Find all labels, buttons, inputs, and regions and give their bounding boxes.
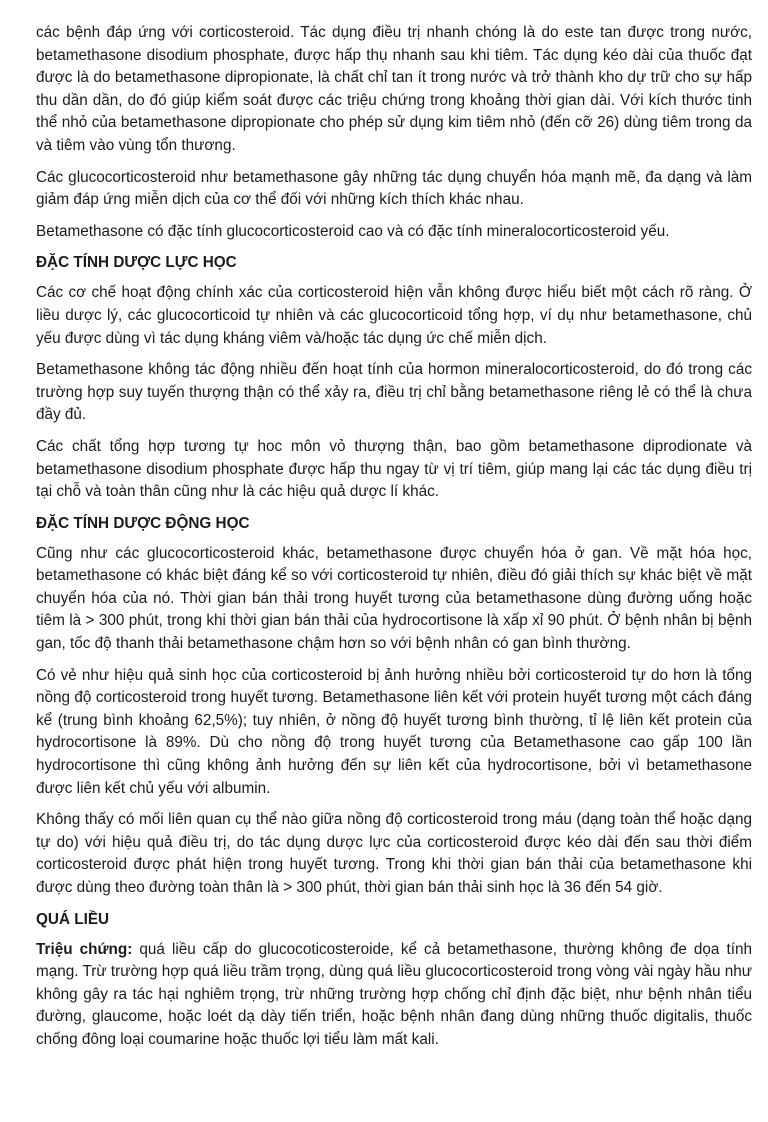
heading-pharmacodynamics: ĐẶC TÍNH DƯỢC LỰC HỌC (36, 254, 237, 272)
document-page (36, 22, 752, 1061)
paragraph-pharmacodynamics-2: Betamethasone không tác động nhiều đến hoạt tính của hormon mineralocorticosteroid, do đó trong các trường hợp suy tuyến thượng thận có thể xảy ra, điều trị chỉ bằng betamethasone riêng lẻ có thể là chưa đầy đủ. (36, 361, 752, 424)
paragraph-intro-1: các bệnh đáp ứng với corticosteroid. Tác dụng điều trị nhanh chóng là do este tan được trong nước, betamethasone disodium phosphate, được hấp thụ nhanh sau khi tiêm. Tác dụng kéo dài của thuốc đạt được là do betamethasone dipropionate, là chất chỉ tan ít trong nước và trở thành kho dự trữ cho sự hấp thu dần dần, do đó giúp kiểm soát được các triệu chứng trong khoảng thời gian dài. Với kích thước tinh thể nhỏ của betamethasone dipropionate cho phép sử dụng kim tiêm nhỏ (đến cỡ 26) dùng tiêm trong da và tiêm vào vùng tổn thương. (36, 24, 752, 154)
heading-pharmacokinetics: ĐẶC TÍNH DƯỢC ĐỘNG HỌC (36, 514, 250, 532)
heading-overdose: QUÁ LIỀU (36, 910, 110, 928)
paragraph-pharmacodynamics-1: Các cơ chế hoạt động chính xác của corticosteroid hiện vẫn không được hiểu biết một cách rõ ràng. Ở liều dược lý, các glucocorticoid tự nhiên và các glucocorticoid tổng hợp, ví dụ như betamethasone, chủ yếu được dùng vì tác dụng kháng viêm và/hoặc tác dụng ức chế miễn dịch. (36, 284, 752, 347)
paragraph-pharmacokinetics-1: Cũng như các glucocorticosteroid khác, betamethasone được chuyển hóa ở gan. Về mặt hóa học, betamethasone có khác biệt đáng kể so với corticosteroid tự nhiên, điều đó giải thích sự khác biệt về mặt chuyển hóa của nó. Thời gian bán thải trong huyết tương của betamethasone dùng đường uống hoặc tiêm là > 300 phút, trong khi thời gian bán thải của hydrocortisone là xấp xỉ 90 phút. Ở bệnh nhân bị bệnh gan, tốc độ thanh thải betamethasone chậm hơn so với bệnh nhân có gan bình thường. (36, 544, 752, 653)
paragraph-pharmacodynamics-3: Các chất tổng hợp tương tự hoc môn vỏ thượng thận, bao gồm betamethasone diprodionate và betamethasone disodium phosphate được hấp thu ngay từ vị trí tiêm, giúp mang lại các tác dụng điều trị tại chỗ và toàn thân cũng như là các hiệu quả dược lí khác. (36, 437, 752, 501)
symptoms-text: quá liều cấp do glucocoticosteroide, kể cả betamethasone, thường không đe dọa tính mạng. Trừ trường hợp quá liều trầm trọng, dùng quá liều glucocorticosteroid trong vòng vài ngày hầu như không gây ra tác hại nghiêm trọng, trừ những trường hợp chống chỉ định đặc biệt, như bệnh nhân tiểu đường, glaucome, hoặc loét dạ dày tiến triển, hoặc bệnh nhân đang dùng những thuốc digitalis, thuốc chống đông loại coumarine hoặc thuốc lợi tiểu làm mất kali. (36, 940, 752, 1048)
paragraph-pharmacokinetics-3: Không thấy có mối liên quan cụ thể nào giữa nồng độ corticosteroid trong máu (dạng toàn thể hoặc dạng tự do) với hiệu quả điều trị, do tác dụng dược lực của corticosteroid được kéo dài đến sau thời điểm corticosteroid được phát hiện trong huyết tương. Trong khi thời gian bán thải của betamethasone khi được dùng theo đường toàn thân là > 300 phút, thời gian bán thải sinh học là 36 đến 54 giờ. (36, 811, 752, 896)
paragraph-pharmacokinetics-2: Có vẻ như hiệu quả sinh học của corticosteroid bị ảnh hưởng nhiều bởi corticosteroid tự do hơn là tổng nồng độ corticosteroid trong huyết tương. Betamethasone liên kết với protein huyết tương một cách đáng kể (trung bình khoảng 62,5%); tuy nhiên, ở nồng độ huyết tương bình thường, tỉ lệ liên kết protein của hydrocortisone là 89%. Dù cho nồng độ trong huyết tương của Betamethasone cao gấp 100 lần hydrocortisone thì cũng không ảnh hưởng đến sự liên kết của hydrocortisone, bởi vì betamethasone được liên kết chủ yếu với albumin. (36, 666, 752, 797)
paragraph-overdose-symptoms (36, 939, 752, 1052)
paragraph-intro-2: Các glucocorticosteroid như betamethasone gây những tác dụng chuyển hóa mạnh mẽ, đa dạng và làm giảm đáp ứng miễn dịch của cơ thể đối với những kích thích khác nhau. (36, 168, 752, 209)
symptoms-label: Triệu chứng: (36, 940, 133, 958)
paragraph-intro-3: Betamethasone có đặc tính glucocorticosteroid cao và có đặc tính mineralocorticosteroid yếu. (36, 222, 670, 240)
